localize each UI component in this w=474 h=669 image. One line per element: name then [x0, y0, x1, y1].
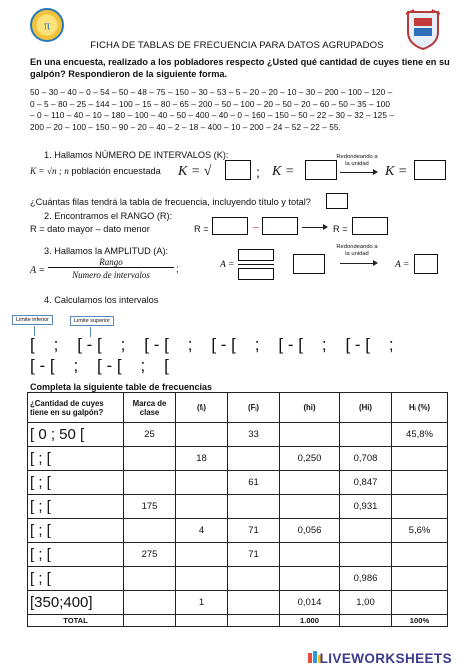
- arrow-icon: [340, 263, 376, 264]
- a-equals-rounded: A =: [395, 260, 410, 270]
- table-cell[interactable]: [228, 495, 280, 519]
- interval-cell[interactable]: [ ; [: [28, 447, 124, 471]
- fraction-line: [238, 264, 274, 265]
- table-header-row: [28, 393, 448, 423]
- intervals-row-2: [ - [ ; [ - [ ; [: [30, 356, 169, 375]
- k-rounded-input-box[interactable]: [414, 160, 446, 180]
- table-cell[interactable]: 71: [228, 543, 280, 567]
- data-list: [30, 87, 450, 133]
- table-cell[interactable]: 0,250: [280, 447, 340, 471]
- table-cell[interactable]: [228, 447, 280, 471]
- table-row: [28, 567, 448, 591]
- table-row: [28, 495, 448, 519]
- table-cell[interactable]: 4: [176, 519, 228, 543]
- range-input-box[interactable]: [352, 217, 388, 235]
- step1-formula: [30, 166, 161, 176]
- table-cell[interactable]: [280, 543, 340, 567]
- k-equals: K =: [272, 164, 295, 179]
- table-cell[interactable]: [340, 423, 392, 447]
- table-cell[interactable]: [124, 567, 176, 591]
- table-cell: 100%: [392, 615, 448, 627]
- interval-cell[interactable]: [ ; [: [28, 567, 124, 591]
- interval-cell[interactable]: [ 0 ; 50 [: [28, 423, 124, 447]
- lower-limit-label: Limite inferior: [12, 315, 53, 325]
- minus-sign: –: [253, 222, 259, 233]
- table-cell[interactable]: [280, 471, 340, 495]
- table-cell[interactable]: 0,708: [340, 447, 392, 471]
- a-rounded-input-box[interactable]: [414, 254, 438, 274]
- table-cell[interactable]: 0,931: [340, 495, 392, 519]
- range-formula: R = dato mayor – dato menor: [30, 224, 150, 234]
- table-cell[interactable]: 0,056: [280, 519, 340, 543]
- table-cell[interactable]: [392, 567, 448, 591]
- total-label: TOTAL: [28, 615, 124, 627]
- table-cell[interactable]: 1: [176, 591, 228, 615]
- semicolon: ;: [256, 164, 260, 180]
- arrow-icon: [340, 172, 376, 173]
- interval-cell[interactable]: [ ; [: [28, 519, 124, 543]
- math-logo: [30, 8, 64, 42]
- round-note: Redondeando a la unidad: [336, 244, 378, 257]
- interval-cell[interactable]: [ ; [: [28, 471, 124, 495]
- r-equals: R =: [194, 224, 209, 234]
- min-input-box[interactable]: [262, 217, 298, 235]
- table-cell[interactable]: [392, 447, 448, 471]
- range-over-box[interactable]: [238, 249, 274, 261]
- header-cell: (fᵢ): [176, 393, 228, 423]
- n-input-box[interactable]: [225, 160, 251, 180]
- rows-input-box[interactable]: [326, 193, 348, 209]
- table-cell[interactable]: [228, 591, 280, 615]
- a-raw-input-box[interactable]: [293, 254, 325, 274]
- table-cell[interactable]: 275: [124, 543, 176, 567]
- table-cell[interactable]: 0,986: [340, 567, 392, 591]
- intervals-row-1: [ ; [ - [ ; [ - [ ; [ - [ ; [ - [ ; [ - [ ;: [30, 335, 394, 354]
- intervals-under-box[interactable]: [238, 268, 274, 280]
- data-line: 0 – 5 – 80 – 25 – 144 – 100 – 15 – 80 – 65 – 200 – 50 – 100 – 20 – 50 – 20 – 60 – 50 – 35 – 100: [30, 98, 390, 109]
- max-input-box[interactable]: [212, 217, 248, 235]
- arrow-icon: [302, 227, 326, 228]
- worksheet-title: FICHA DE TABLAS DE FRECUENCIA PARA DATOS AGRUPADOS: [90, 40, 384, 51]
- table-cell[interactable]: 33: [228, 423, 280, 447]
- table-cell[interactable]: [176, 615, 228, 627]
- step3-label: 3. Hallamos la AMPLITUD (A):: [44, 246, 169, 256]
- upper-limit-label: Limite superior: [70, 316, 114, 326]
- table-cell[interactable]: 71: [228, 519, 280, 543]
- table-cell[interactable]: 0,014: [280, 591, 340, 615]
- data-line: 200 – 20 – 100 – 150 – 90 – 20 – 40 – 2 – 18 – 400 – 10 – 200 – 24 – 52 – 22 – 55.: [30, 121, 341, 132]
- interval-cell[interactable]: [ ; [: [28, 495, 124, 519]
- header-cell: Marca de clase: [124, 393, 176, 423]
- header-cell: (Fᵢ): [228, 393, 280, 423]
- step1-label: 1. Hallamos NÚMERO DE INTERVALOS (K):: [44, 150, 229, 160]
- table-cell[interactable]: [176, 471, 228, 495]
- table-cell[interactable]: [340, 543, 392, 567]
- table-cell[interactable]: [176, 567, 228, 591]
- table-cell[interactable]: 5,6%: [392, 519, 448, 543]
- frequency-table: [27, 392, 448, 627]
- step4-label: 4. Calculamos los intervalos: [44, 295, 159, 305]
- table-row: [28, 591, 448, 615]
- round-note: Redondeando a la unidad: [336, 154, 378, 167]
- table-cell[interactable]: [124, 591, 176, 615]
- amplitude-denominator: Numero de intervalos: [72, 270, 150, 280]
- header-cell: (Hi): [340, 393, 392, 423]
- table-cell[interactable]: 1,00: [340, 591, 392, 615]
- a-equals-2: A =: [220, 260, 235, 270]
- total-row: [28, 615, 448, 627]
- problem-statement: En una encuesta, realizado a los pobladores respecto ¿Usted qué cantidad de cuyes tiene en su galpón? Respondieron de la siguiente forma.: [30, 57, 450, 79]
- table-cell[interactable]: [228, 567, 280, 591]
- table-cell[interactable]: [340, 519, 392, 543]
- table-cell[interactable]: [124, 615, 176, 627]
- table-cell[interactable]: 0,847: [340, 471, 392, 495]
- table-row: [28, 423, 448, 447]
- k-equals-sqrt: K = √: [178, 164, 212, 179]
- table-cell[interactable]: 175: [124, 495, 176, 519]
- table-row: [28, 543, 448, 567]
- table-cell[interactable]: [340, 615, 392, 627]
- rows-question: ¿Cuántas filas tendrá la tabla de frecuencia, incluyendo título y total?: [30, 197, 311, 207]
- k-formula: K = √n ; n: [30, 166, 69, 176]
- amplitude-numerator: Rango: [48, 257, 174, 268]
- table-cell[interactable]: 45,8%: [392, 423, 448, 447]
- header-cell: (hi): [280, 393, 340, 423]
- interval-cell[interactable]: [350;400]: [28, 591, 124, 615]
- semicolon: ;: [176, 264, 179, 275]
- table-cell: 1.000: [280, 615, 340, 627]
- table-cell[interactable]: [392, 543, 448, 567]
- table-cell[interactable]: [392, 591, 448, 615]
- table-cell[interactable]: [124, 447, 176, 471]
- k-equals-rounded: K =: [385, 164, 408, 179]
- table-cell[interactable]: [392, 471, 448, 495]
- table-cell[interactable]: [124, 471, 176, 495]
- header-cell: ¿Cantidad de cuyes tiene en su galpón?: [28, 393, 124, 423]
- k-raw-input-box[interactable]: [305, 160, 337, 180]
- table-cell[interactable]: [280, 495, 340, 519]
- table-cell[interactable]: [280, 423, 340, 447]
- table-caption: Completa la siguiente table de frecuencias: [30, 382, 213, 392]
- table-cell[interactable]: [280, 567, 340, 591]
- header-cell: Hᵢ (%): [392, 393, 448, 423]
- table-cell[interactable]: 18: [176, 447, 228, 471]
- table-cell[interactable]: 25: [124, 423, 176, 447]
- svg-text:π: π: [43, 18, 51, 33]
- data-line: 50 – 30 – 40 – 0 – 54 – 50 – 48 – 75 – 150 – 30 – 53 – 5 – 20 – 20 – 10 – 30 – 200 – 100 – 120 –: [30, 87, 393, 97]
- liveworksheets-logo[interactable]: LIVEWORKSHEETS: [319, 651, 452, 666]
- table-cell[interactable]: [392, 495, 448, 519]
- table-cell[interactable]: [176, 423, 228, 447]
- data-line: – 0 – 110 – 40 – 10 – 180 – 100 – 40 – 50 – 400 – 40 – 0 – 160 – 150 – 50 – 22 – 30 – 32 – 125 –: [30, 110, 395, 121]
- interval-cell[interactable]: [ ; [: [28, 543, 124, 567]
- step2-label: 2. Encontramos el RANGO (R):: [44, 211, 173, 221]
- table-cell[interactable]: [176, 543, 228, 567]
- table-cell[interactable]: [176, 495, 228, 519]
- k-formula-note: población encuestada: [71, 166, 161, 176]
- r-equals-result: R =: [333, 224, 348, 234]
- table-cell[interactable]: [228, 615, 280, 627]
- table-row: [28, 519, 448, 543]
- table-row: [28, 471, 448, 495]
- a-equals: A =: [30, 265, 46, 276]
- table-cell[interactable]: [124, 519, 176, 543]
- table-cell[interactable]: 61: [228, 471, 280, 495]
- table-row: [28, 447, 448, 471]
